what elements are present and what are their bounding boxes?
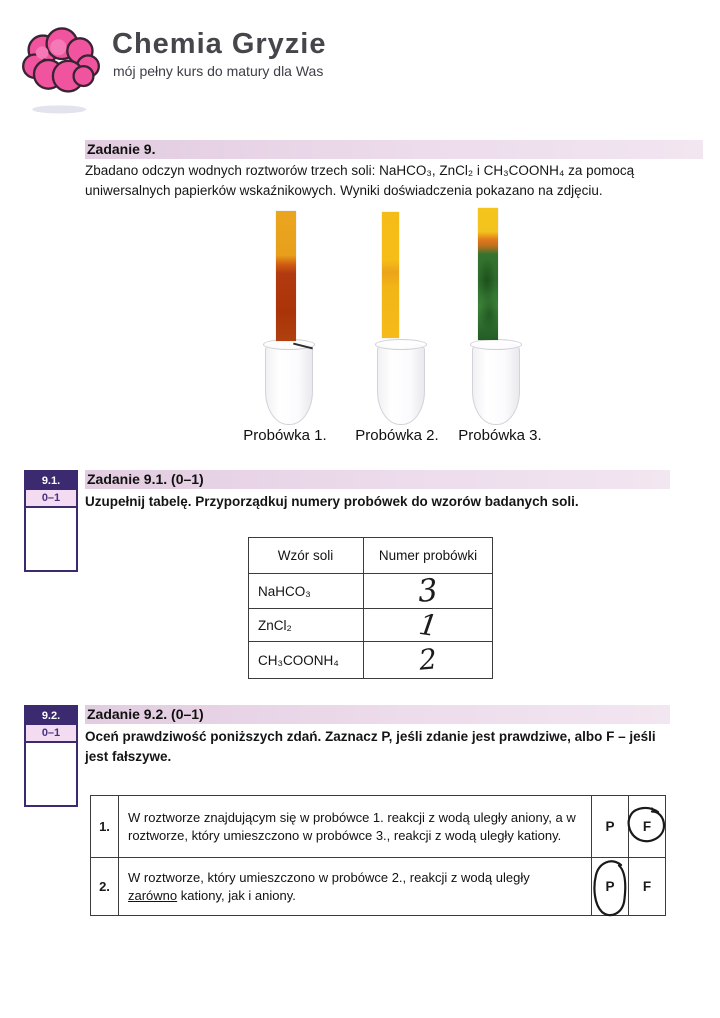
margin-points-9-2: 0–1 — [26, 725, 76, 743]
task-9-1-heading: Zadanie 9.1. (0–1) — [87, 471, 204, 487]
margin-score-box-9-2 — [26, 743, 76, 805]
task-9-body-text: Zbadano odczyn wodnych roztworów trzech soli: NaHCO₃, ZnCl₂ i CH₃COONH₄ za pomocą uniwersalnych papierków wskaźnikowych. Wyniki doświadczenia pokazano na zdjęciu. — [85, 163, 635, 198]
test-tube-1 — [265, 344, 313, 425]
indicator-strip-2 — [382, 212, 399, 338]
task-9-heading: Zadanie 9. — [87, 141, 156, 157]
margin-task-number-9-1: 9.1. — [26, 472, 76, 490]
salts-table — [248, 537, 493, 679]
column-header-salt: Wzór soli — [249, 538, 364, 574]
table-row — [91, 858, 666, 916]
row-number: 1. — [91, 796, 119, 858]
margin-score-box-9-1 — [26, 508, 76, 570]
table-row — [249, 609, 493, 642]
salt-formula: CH₃COONH₄ — [249, 642, 364, 679]
indicator-strip-1 — [276, 211, 296, 341]
statement-text: W roztworze znajdującym się w probówce 1. reakcji z wodą uległy aniony, a w roztworze, który umieszczono w probówce 3., reakcji z wodą uległy kationy. — [119, 796, 592, 858]
table-row — [249, 574, 493, 609]
margin-task-number-9-2: 9.2. — [26, 707, 76, 725]
indicator-strip-3 — [478, 208, 498, 340]
statement-part: W roztworze, który umieszczono w probówce 2., reakcji z wodą uległy — [128, 870, 530, 885]
tube-label-2: Probówka 2. — [355, 427, 439, 444]
statement-part: kationy, jak i aniony. — [177, 887, 296, 903]
true-false-table — [90, 795, 666, 916]
margin-points-9-1: 0–1 — [26, 490, 76, 508]
tube-label-3: Probówka 3. — [458, 427, 542, 444]
brand-subtitle: mój pełny kurs do matury dla Was — [113, 63, 324, 79]
salt-formula: ZnCl₂ — [249, 609, 364, 642]
answer-cell — [364, 571, 493, 610]
row-number: 2. — [91, 858, 119, 916]
answer-cell — [364, 606, 493, 643]
option-p: P — [592, 796, 629, 858]
statement-underlined-word: zarówno — [128, 887, 178, 903]
handwritten-answer: 1 — [416, 606, 440, 643]
task-9-2-heading: Zadanie 9.2. (0–1) — [87, 706, 204, 722]
tube-label-1: Probówka 1. — [243, 427, 327, 444]
task-9-2-instruction: Oceń prawdziwość poniższych zdań. Zaznacz P, jeśli zdanie jest prawdziwe, albo F – jeśli jest fałszywe. — [85, 729, 656, 764]
column-header-tube-number: Numer probówki — [364, 538, 493, 574]
salt-formula: NaHCO₃ — [249, 574, 364, 609]
handwritten-answer: 3 — [416, 571, 440, 610]
statement-text — [119, 858, 592, 916]
margin-box-9-1 — [24, 470, 78, 572]
answer-cell — [364, 642, 493, 679]
task-9-1-header-bar — [85, 470, 670, 489]
margin-box-9-2 — [24, 705, 78, 807]
handwritten-answer: 2 — [417, 642, 439, 677]
test-tube-3 — [472, 344, 520, 425]
option-f: F — [629, 796, 666, 858]
salts-table-header-row — [249, 538, 493, 574]
task-9-2-header-bar — [85, 705, 670, 724]
option-p: P — [592, 858, 629, 916]
option-f: F — [629, 858, 666, 916]
table-row — [91, 796, 666, 858]
task-9-1-instruction: Uzupełnij tabelę. Przyporządkuj numery probówek do wzorów badanych soli. — [85, 494, 579, 509]
brand-title: Chemia Gryzie — [112, 28, 327, 60]
test-tube-2 — [377, 344, 425, 425]
brain-icon — [16, 20, 106, 116]
task-9-header-bar — [85, 140, 703, 159]
table-row — [249, 642, 493, 679]
